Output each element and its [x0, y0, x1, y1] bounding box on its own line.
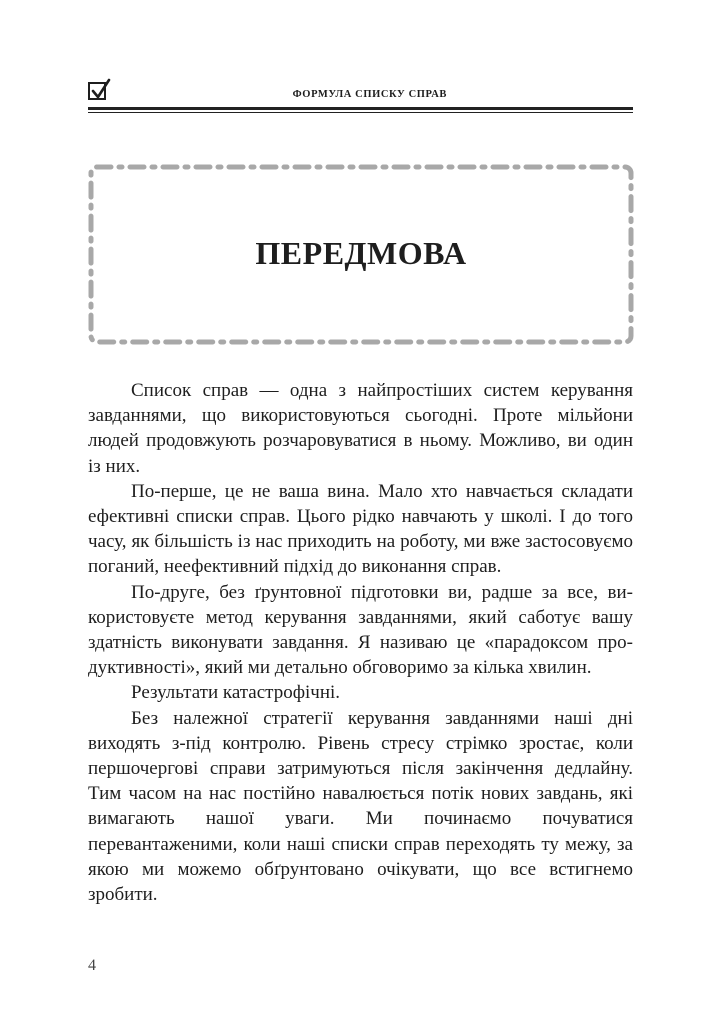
running-header — [88, 80, 633, 114]
body-text — [88, 378, 633, 907]
paragraph: Список справ — одна з найпростіших систем керування завданнями, що використовуються сьогодні. Проте мільйони людей продовжують розчаровуватися в ньому. Можливо, ви один із них. — [88, 380, 633, 477]
paragraph: По-друге, без ґрунтовної підготовки ви, радше за все, використовуєте метод керування завданнями, який саботує вашу здатність виконувати завдання. Я називаю це «парадоксом продуктивності», який ми детально обговоримо за кілька хвилин. — [88, 581, 633, 679]
checkbox-icon — [88, 82, 106, 100]
page-number: 4 — [88, 957, 96, 974]
paragraph: Без належної стратегії керування завданнями наші дні виходять з-під контролю. Рівень стресу стрімко зростає, коли першочергові справи затримуються після закінчення дедлайну. Тим часом на нас постійно навалюється потік нових завдань, які вимагають нашої уваги. Ми починаємо почуватися перевантаженими, коли наші списки справ переходять ту межу, за якою ми можемо обґрунтовано очікувати, що все встигнемо зробити. — [88, 707, 633, 906]
header-rule-thick — [88, 107, 633, 110]
paragraph: Результати катастрофічні. — [131, 682, 341, 704]
paragraph: По-перше, це не ваша вина. Мало хто навчається складати ефективні списки справ. Цього рідко навчають у школі. І до того часу, як більшість із нас приходить на роботу, ми вже застосовуємо поганий, неефективний підхід до виконання справ. — [88, 480, 633, 578]
header-title: ФОРМУЛА СПИСКУ СПРАВ — [292, 89, 447, 100]
chapter-title-frame — [88, 164, 634, 345]
header-rule-thin — [88, 112, 633, 113]
chapter-title: ПЕРЕДМОВА — [255, 235, 467, 271]
